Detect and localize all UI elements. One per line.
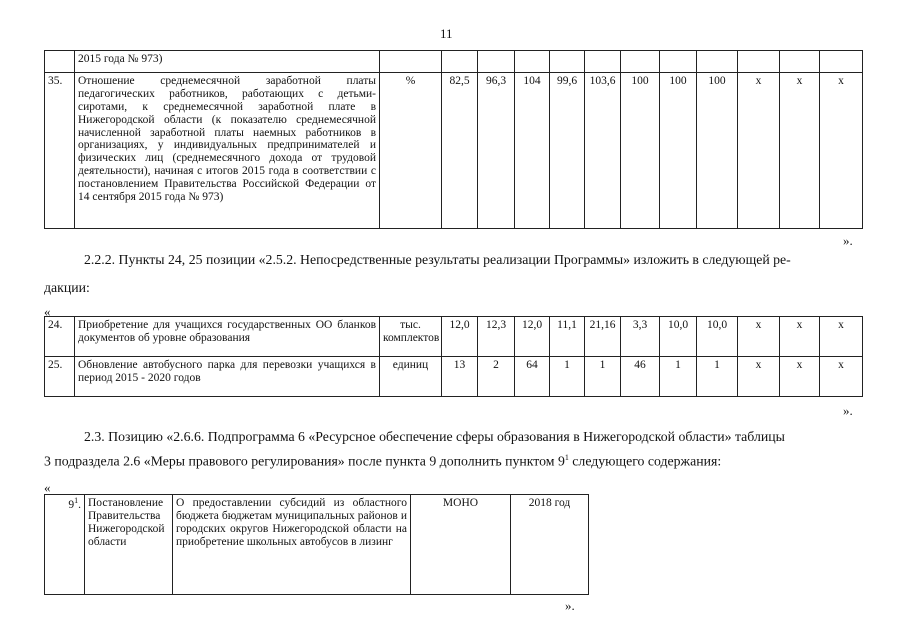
value-cell: 11,1 (550, 317, 585, 357)
page-number: 11 (440, 26, 453, 41)
value-cell: 12,0 (442, 317, 478, 357)
unit: единиц (380, 357, 442, 397)
value-cell: 96,3 (478, 73, 515, 229)
table-row-35 (45, 73, 863, 229)
value-cell: x (738, 317, 780, 357)
open-quote-1: « (44, 304, 51, 319)
value-cell: 12,0 (515, 317, 550, 357)
row-text-continued: 2015 года № 973) (75, 51, 380, 73)
document-content: О предоставлении субсидий из областного бюджета бюджетам муниципальных районов и городских округов Нижегородской области на приобретение школьных автобусов в лизинг (173, 495, 411, 595)
value-cell: 12,3 (478, 317, 515, 357)
row-number: 35. (45, 73, 75, 229)
table-row-24 (45, 317, 863, 357)
item-text: Приобретение для учащихся государственных ОО бланков документов об уровне образования (75, 317, 380, 357)
results-table (44, 316, 863, 397)
value-cell: x (820, 317, 863, 357)
value-cell: x (738, 357, 780, 397)
value-cell: 99,6 (550, 73, 585, 229)
value-cell: 1 (697, 357, 738, 397)
open-quote-2: « (44, 480, 51, 495)
responsible: МОНО (411, 495, 511, 595)
close-quote-1: ». (843, 233, 853, 248)
paragraph-2-3-line2: 3 подраздела 2.6 «Меры правового регулирования» после пункта 9 дополнить пунктом $9^1$ следующего содержания: (44, 453, 722, 469)
unit: тыс. комплектов (380, 317, 442, 357)
paragraph-2-3-line1: 2.3. Позицию «2.6.6. Подпрограмма 6 «Ресурсное обеспечение сферы образования в Нижегородской области» таблицы (84, 429, 785, 444)
value-cell: x (780, 317, 820, 357)
value-cell: 13 (442, 357, 478, 397)
value-cell: x (820, 73, 863, 229)
close-quote-2: ». (843, 403, 853, 418)
paragraph-2-2-2-line2: дакции: (44, 280, 90, 295)
value-cell: 21,16 (585, 317, 621, 357)
value-cell: 1 (550, 357, 585, 397)
close-quote-3: ». (565, 598, 575, 613)
table-row-9-1 (45, 495, 589, 595)
value-cell: x (780, 73, 820, 229)
value-cell: 82,5 (442, 73, 478, 229)
row-number: 25. (45, 357, 75, 397)
legal-regulation-table (44, 494, 589, 595)
value-cell: 1 (660, 357, 697, 397)
value-cell: x (780, 357, 820, 397)
value-cell: x (820, 357, 863, 397)
value-cell: 3,3 (621, 317, 660, 357)
document-type: Постановление Правительства Нижегородской области (85, 495, 173, 595)
value-cell: 1 (585, 357, 621, 397)
item-text: Обновление автобусного парка для перевозки учащихся в период 2015 - 2020 годов (75, 357, 380, 397)
value-cell: 100 (697, 73, 738, 229)
indicators-table-continued (44, 50, 863, 229)
value-cell: 2 (478, 357, 515, 397)
indicator-text: Отношение среднемесячной заработной платы педагогических работников, работающих с детьми-сиротами, к среднемесячной заработной плате в Нижегородской области (к показателю среднемесячной начисленной заработной платы наемных работников в организациях, у индивидуальных предпринимателей и физических лиц (среднемесячного дохода от трудовой деятельности), начиная с итогов 2015 года в соответствии с постановлением Правительства Российской Федерации от 14 сентября 2015 года № 973) (75, 73, 380, 229)
value-cell: 100 (621, 73, 660, 229)
paragraph-2-2-2-line1: 2.2.2. Пункты 24, 25 позиции «2.5.2. Непосредственные результаты реализации Программы» изложить в следующей ре- (84, 252, 791, 267)
value-cell: 104 (515, 73, 550, 229)
value-cell: 103,6 (585, 73, 621, 229)
table-row-25 (45, 357, 863, 397)
row-number: $9^1$. (45, 495, 85, 595)
year: 2018 год (511, 495, 589, 595)
value-cell: 46 (621, 357, 660, 397)
value-cell: x (738, 73, 780, 229)
value-cell: 10,0 (660, 317, 697, 357)
row-number: 24. (45, 317, 75, 357)
value-cell: 10,0 (697, 317, 738, 357)
table-row-continued (45, 51, 863, 73)
unit: % (380, 73, 442, 229)
value-cell: 100 (660, 73, 697, 229)
value-cell: 64 (515, 357, 550, 397)
